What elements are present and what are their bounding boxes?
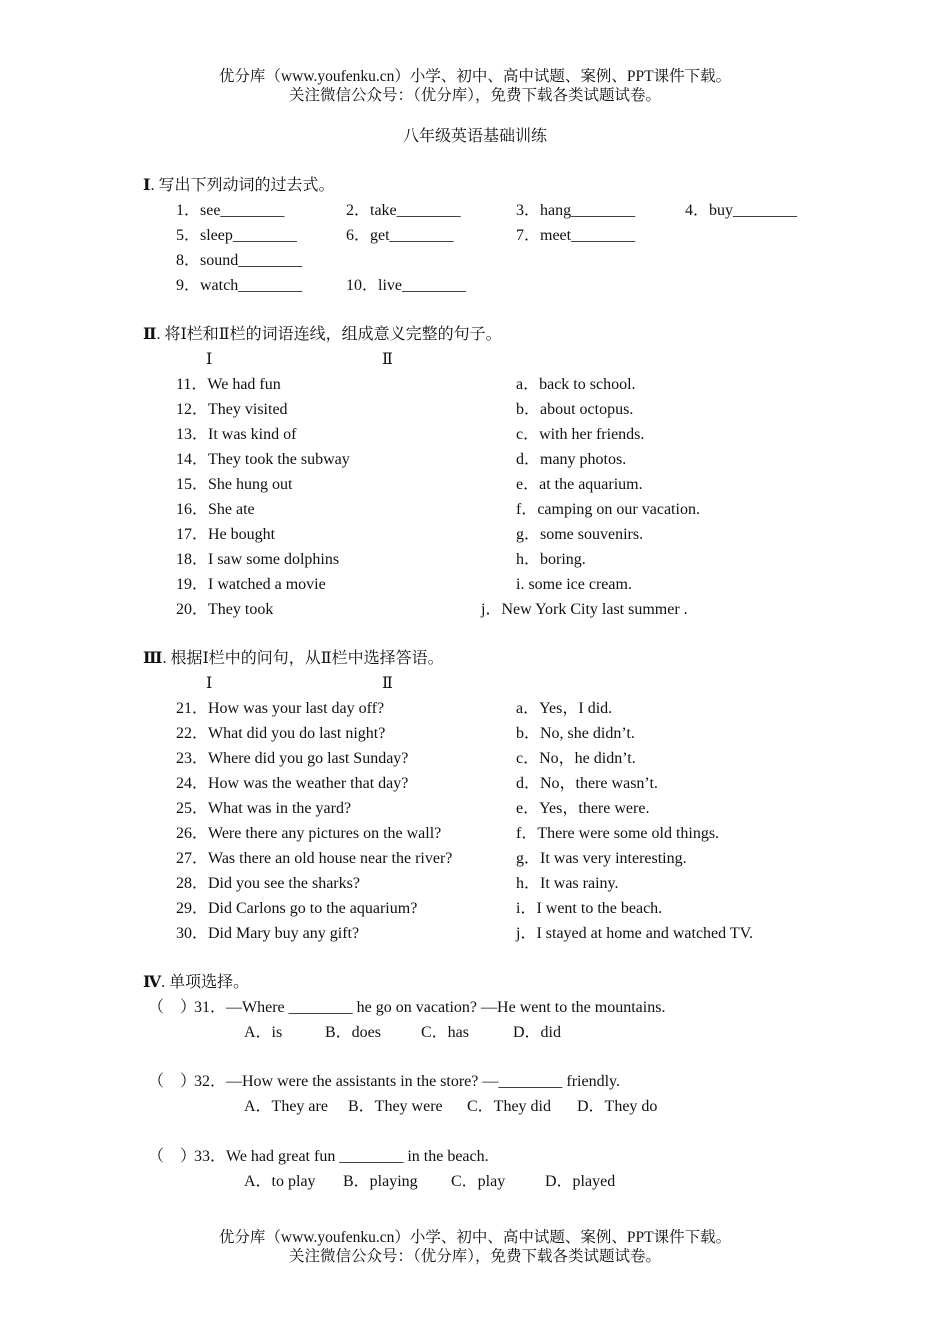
section-4-title: . 单项选择。 — [161, 974, 250, 991]
match-right-item: e．at the aquarium. — [516, 476, 643, 493]
section-3-heading — [143, 649, 444, 669]
answer-item: i．I went to the beach. — [516, 900, 663, 917]
answer-item: b．No, she didn’t. — [516, 725, 635, 742]
mc-question-stem: 31．—Where ________ he go on vacation? —He went to the mountains. — [194, 999, 666, 1016]
verb-item: 10．live________ — [346, 277, 466, 294]
mc-option: C．They did — [467, 1098, 551, 1115]
column-2-label: Ⅱ — [382, 351, 393, 368]
match-left-item: 16．She ate — [176, 501, 255, 518]
question-item: 23．Where did you go last Sunday? — [176, 750, 409, 767]
question-item: 29．Did Carlons go to the aquarium? — [176, 900, 418, 917]
verb-item: 6．get________ — [346, 227, 454, 244]
match-right-item: h．boring. — [516, 551, 586, 568]
column-1-label: Ⅰ — [206, 351, 213, 368]
answer-blank-paren[interactable]: （ ） — [148, 999, 197, 1016]
match-left-item: 17．He bought — [176, 526, 276, 543]
mc-option: A．is — [244, 1024, 283, 1041]
mc-option: B．They were — [348, 1098, 443, 1115]
mc-option: B．does — [325, 1024, 382, 1041]
match-left-item: 20．They took — [176, 601, 274, 618]
header-line-2: 关注微信公众号：（优分库），免费下载各类试题试卷。 — [288, 87, 661, 104]
verb-item: 3．hang________ — [516, 202, 636, 219]
match-left-item: 12．They visited — [176, 401, 288, 418]
mc-option: D．did — [513, 1024, 562, 1041]
column-1-label: Ⅰ — [206, 675, 213, 692]
match-left-item: 15．She hung out — [176, 476, 293, 493]
mc-option: C．play — [451, 1173, 506, 1190]
mc-option: C．has — [421, 1024, 470, 1041]
mc-question-stem: 32．—How were the assistants in the store? —________ friendly. — [194, 1073, 620, 1090]
answer-blank-paren[interactable]: （ ） — [148, 1073, 197, 1090]
question-item: 26．Were there any pictures on the wall? — [176, 825, 442, 842]
verb-item: 4．buy________ — [685, 202, 798, 219]
section-3-title: . 根据Ⅰ栏中的问句，从Ⅱ栏中选择答语。 — [162, 650, 444, 667]
match-right-item: i. some ice cream. — [516, 576, 632, 593]
answer-item: h．It was rainy. — [516, 875, 619, 892]
verb-item: 1．see________ — [176, 202, 285, 219]
document-title: 八年级英语基础训练 — [402, 128, 547, 145]
section-3-number: Ⅲ — [143, 650, 163, 667]
match-right-item: j．New York City last summer . — [481, 601, 688, 618]
answer-item: f．There were some old things. — [516, 825, 720, 842]
verb-item: 7．meet________ — [516, 227, 636, 244]
section-4-number: Ⅳ — [143, 974, 162, 991]
section-1-title: . 写出下列动词的过去式。 — [150, 177, 335, 194]
match-left-item: 18．I saw some dolphins — [176, 551, 340, 568]
verb-item: 8．sound________ — [176, 252, 303, 269]
match-left-item: 14．They took the subway — [176, 451, 350, 468]
match-right-item: b．about octopus. — [516, 401, 634, 418]
verb-item: 5．sleep________ — [176, 227, 297, 244]
answer-blank-paren[interactable]: （ ） — [148, 1148, 197, 1165]
answer-item: c．No，he didn’t. — [516, 750, 636, 767]
question-item: 22．What did you do last night? — [176, 725, 386, 742]
section-4-heading — [143, 973, 249, 993]
mc-option: A．They are — [244, 1098, 328, 1115]
question-item: 25．What was in the yard? — [176, 800, 352, 817]
section-2-title: . 将Ⅰ栏和Ⅱ栏的词语连线，组成意义完整的句子。 — [156, 326, 502, 343]
match-left-item: 13．It was kind of — [176, 426, 297, 443]
footer-line-2: 关注微信公众号：（优分库），免费下载各类试题试卷。 — [288, 1248, 661, 1265]
verb-item: 2．take________ — [346, 202, 461, 219]
question-item: 28．Did you see the sharks? — [176, 875, 360, 892]
mc-option: D．played — [545, 1173, 616, 1190]
footer-line-1: 优分库（www.youfenku.cn）小学、初中、高中试题、案例、PPT课件下载。 — [218, 1229, 732, 1246]
header-line-1: 优分库（www.youfenku.cn）小学、初中、高中试题、案例、PPT课件下载。 — [218, 68, 732, 85]
answer-item: g．It was very interesting. — [516, 850, 687, 867]
match-left-item: 19．I watched a movie — [176, 576, 326, 593]
mc-option: D．They do — [577, 1098, 658, 1115]
mc-question-stem: 33．We had great fun ________ in the beach. — [194, 1148, 489, 1165]
question-item: 27．Was there an old house near the river? — [176, 850, 453, 867]
mc-option: B．playing — [343, 1173, 418, 1190]
match-left-item: 11．We had fun — [176, 376, 281, 393]
section-2-heading — [143, 325, 502, 345]
answer-item: j．I stayed at home and watched TV. — [516, 925, 754, 942]
question-item: 21．How was your last day off? — [176, 700, 385, 717]
question-item: 24．How was the weather that day? — [176, 775, 409, 792]
answer-item: d．No，there wasn’t. — [516, 775, 658, 792]
section-2-number: Ⅱ — [143, 326, 157, 343]
match-right-item: f．camping on our vacation. — [516, 501, 700, 518]
column-2-label: Ⅱ — [382, 675, 393, 692]
match-right-item: c．with her friends. — [516, 426, 645, 443]
section-1-heading — [143, 176, 335, 196]
mc-option: A．to play — [244, 1173, 316, 1190]
question-item: 30．Did Mary buy any gift? — [176, 925, 360, 942]
match-right-item: a．back to school. — [516, 376, 636, 393]
answer-item: e．Yes，there were. — [516, 800, 650, 817]
section-1-number: Ⅰ — [143, 177, 151, 194]
answer-item: a．Yes，I did. — [516, 700, 613, 717]
match-right-item: d．many photos. — [516, 451, 627, 468]
verb-item: 9．watch________ — [176, 277, 303, 294]
match-right-item: g．some souvenirs. — [516, 526, 644, 543]
